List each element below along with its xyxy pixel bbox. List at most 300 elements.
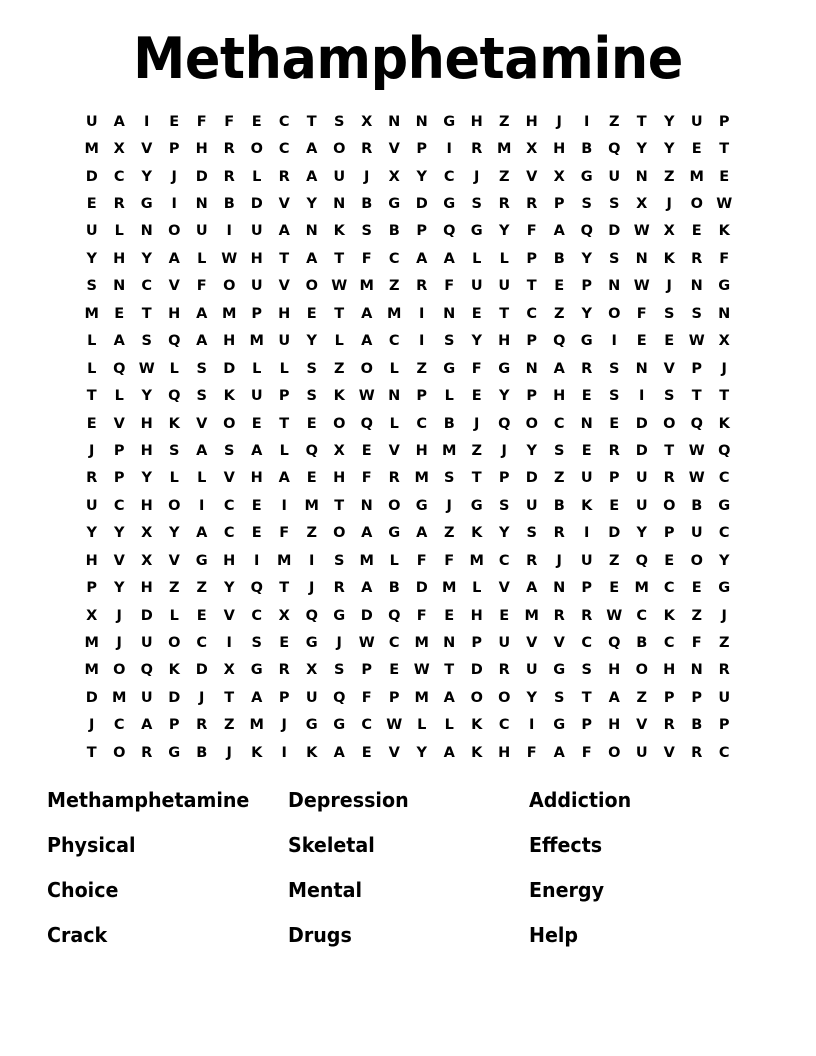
grid-letter[interactable]: O [525,415,538,432]
grid-letter[interactable]: N [388,388,401,405]
grid-letter[interactable]: V [113,415,125,432]
grid-letter[interactable]: S [581,662,592,679]
grid-letter[interactable]: I [226,635,232,652]
grid-letter[interactable]: Q [553,333,566,350]
grid-letter[interactable]: P [553,196,565,213]
grid-letter[interactable]: J [116,635,122,652]
grid-letter[interactable]: J [171,168,177,185]
grid-letter[interactable]: Y [664,113,675,130]
grid-letter[interactable]: E [581,442,592,459]
grid-letter[interactable]: V [388,442,400,459]
grid-letter[interactable]: C [113,497,125,514]
grid-letter[interactable]: T [636,113,647,130]
grid-letter[interactable]: D [250,196,263,213]
grid-letter[interactable]: U [195,223,208,240]
grid-letter[interactable]: I [309,552,315,569]
grid-letter[interactable]: G [718,497,731,514]
grid-letter[interactable]: P [526,388,538,405]
grid-letter[interactable]: O [333,415,346,432]
grid-letter[interactable]: N [635,168,648,185]
grid-letter[interactable]: D [223,360,236,377]
grid-letter[interactable]: M [249,717,264,734]
grid-letter[interactable]: M [359,552,374,569]
grid-letter[interactable]: D [195,662,208,679]
grid-letter[interactable]: I [254,552,260,569]
grid-letter[interactable]: L [87,360,97,377]
grid-letter[interactable]: J [309,580,315,597]
grid-letter[interactable]: Q [113,360,126,377]
grid-letter[interactable]: P [168,141,180,158]
grid-letter[interactable]: F [526,223,537,240]
grid-letter[interactable]: T [334,250,345,267]
grid-letter[interactable]: K [223,388,235,405]
grid-letter[interactable]: K [718,223,730,240]
grid-letter[interactable]: M [634,580,649,597]
grid-letter[interactable]: U [333,168,346,185]
grid-letter[interactable]: Y [581,305,592,322]
grid-letter[interactable]: J [336,635,342,652]
grid-letter[interactable]: E [691,580,702,597]
grid-letter[interactable]: L [389,415,399,432]
grid-letter[interactable]: C [196,635,208,652]
grid-letter[interactable]: Q [305,607,318,624]
grid-letter[interactable]: M [277,552,292,569]
word-list-item[interactable]: Skeletal [288,833,375,857]
grid-letter[interactable]: Y [141,168,152,185]
grid-letter[interactable]: T [306,113,317,130]
grid-letter[interactable]: A [196,333,208,350]
grid-letter[interactable]: R [553,525,565,542]
grid-letter[interactable]: E [636,333,647,350]
grid-letter[interactable]: U [498,278,511,295]
grid-letter[interactable]: D [415,196,428,213]
grid-letter[interactable]: C [251,607,263,624]
grid-letter[interactable]: R [581,607,593,624]
grid-letter[interactable]: R [223,168,235,185]
grid-letter[interactable]: O [498,689,511,706]
grid-letter[interactable]: R [223,141,235,158]
grid-letter[interactable]: G [443,113,456,130]
grid-letter[interactable]: L [444,388,454,405]
grid-letter[interactable]: E [609,497,620,514]
grid-letter[interactable]: L [472,580,482,597]
grid-letter[interactable]: F [196,113,207,130]
grid-letter[interactable]: L [114,388,124,405]
word-list-item[interactable]: Effects [529,833,603,857]
grid-letter[interactable]: A [251,442,263,459]
grid-letter[interactable]: T [279,250,290,267]
grid-letter[interactable]: H [278,305,291,322]
grid-letter[interactable]: S [554,442,565,459]
grid-letter[interactable]: D [608,525,621,542]
grid-letter[interactable]: J [89,442,95,459]
grid-letter[interactable]: H [140,442,153,459]
grid-letter[interactable]: E [306,470,317,487]
grid-letter[interactable]: Y [141,388,152,405]
grid-letter[interactable]: M [304,497,319,514]
grid-letter[interactable]: E [169,113,180,130]
word-list-item[interactable]: Mental [288,878,362,902]
grid-letter[interactable]: D [85,689,98,706]
grid-letter[interactable]: J [721,607,727,624]
grid-letter[interactable]: S [224,442,235,459]
grid-letter[interactable]: R [608,442,620,459]
grid-letter[interactable]: T [581,689,592,706]
grid-letter[interactable]: H [663,662,676,679]
grid-letter[interactable]: I [419,333,425,350]
grid-letter[interactable]: N [525,360,538,377]
grid-letter[interactable]: Y [114,580,125,597]
grid-letter[interactable]: U [250,388,263,405]
grid-letter[interactable]: I [281,497,287,514]
grid-letter[interactable]: W [221,250,238,267]
grid-letter[interactable]: Q [360,415,373,432]
grid-letter[interactable]: F [581,744,592,761]
grid-letter[interactable]: Z [608,113,620,130]
grid-letter[interactable]: T [471,470,482,487]
grid-letter[interactable]: S [526,525,537,542]
grid-letter[interactable]: C [223,497,235,514]
grid-letter[interactable]: Y [636,525,647,542]
grid-letter[interactable]: I [171,196,177,213]
grid-letter[interactable]: R [333,580,345,597]
grid-letter[interactable]: L [87,333,97,350]
grid-letter[interactable]: H [140,580,153,597]
grid-letter[interactable]: U [278,333,291,350]
grid-letter[interactable]: Z [471,442,482,459]
grid-letter[interactable]: E [609,415,620,432]
grid-letter[interactable]: R [416,278,428,295]
grid-letter[interactable]: A [416,525,428,542]
grid-letter[interactable]: Z [553,470,565,487]
grid-letter[interactable]: E [196,607,207,624]
grid-letter[interactable]: Y [416,168,427,185]
grid-letter[interactable]: F [361,470,372,487]
grid-letter[interactable]: U [635,744,648,761]
grid-letter[interactable]: L [169,470,179,487]
grid-letter[interactable]: V [526,168,538,185]
grid-letter[interactable]: A [251,689,263,706]
grid-letter[interactable]: R [663,717,675,734]
grid-letter[interactable]: E [581,388,592,405]
grid-letter[interactable]: Z [306,525,317,542]
grid-letter[interactable]: S [444,470,455,487]
grid-letter[interactable]: G [333,717,346,734]
grid-letter[interactable]: Y [636,141,647,158]
grid-letter[interactable]: P [113,442,125,459]
grid-letter[interactable]: E [306,415,317,432]
grid-letter[interactable]: A [443,744,455,761]
grid-letter[interactable]: C [416,415,428,432]
grid-letter[interactable]: W [688,333,705,350]
grid-letter[interactable]: O [305,278,318,295]
grid-letter[interactable]: J [474,415,480,432]
grid-letter[interactable]: A [553,360,565,377]
grid-letter[interactable]: R [498,662,510,679]
grid-letter[interactable]: X [636,196,648,213]
grid-letter[interactable]: C [443,168,455,185]
word-list-item[interactable]: Depression [288,788,409,812]
grid-letter[interactable]: Z [663,168,675,185]
grid-letter[interactable]: G [388,196,401,213]
grid-letter[interactable]: P [691,360,703,377]
grid-letter[interactable]: P [526,333,538,350]
grid-letter[interactable]: H [85,552,98,569]
word-list-item[interactable]: Crack [47,923,108,947]
grid-letter[interactable]: O [635,662,648,679]
grid-letter[interactable]: Z [196,580,207,597]
grid-letter[interactable]: M [442,580,457,597]
grid-letter[interactable]: L [472,250,482,267]
grid-letter[interactable]: H [250,470,263,487]
grid-letter[interactable]: E [691,141,702,158]
grid-letter[interactable]: P [416,388,428,405]
grid-letter[interactable]: X [86,607,98,624]
grid-letter[interactable]: U [525,662,538,679]
grid-letter[interactable]: Y [471,333,482,350]
grid-letter[interactable]: O [333,525,346,542]
grid-letter[interactable]: C [278,113,290,130]
grid-letter[interactable]: Q [168,333,181,350]
grid-letter[interactable]: Q [498,415,511,432]
grid-letter[interactable]: A [278,223,290,240]
grid-letter[interactable]: L [252,360,262,377]
grid-letter[interactable]: R [361,141,373,158]
grid-letter[interactable]: A [553,744,565,761]
grid-letter[interactable]: D [85,168,98,185]
grid-letter[interactable]: I [446,141,452,158]
grid-letter[interactable]: H [168,305,181,322]
grid-letter[interactable]: M [84,662,99,679]
word-list-item[interactable]: Drugs [288,923,352,947]
grid-letter[interactable]: F [416,552,427,569]
grid-letter[interactable]: H [608,662,621,679]
grid-letter[interactable]: W [633,223,650,240]
grid-letter[interactable]: T [719,388,730,405]
grid-letter[interactable]: U [525,497,538,514]
word-list-item[interactable]: Energy [529,878,605,902]
grid-letter[interactable]: D [360,607,373,624]
grid-letter[interactable]: V [196,415,208,432]
grid-letter[interactable]: S [334,552,345,569]
grid-letter[interactable]: T [526,278,537,295]
grid-letter[interactable]: F [719,250,730,267]
grid-letter[interactable]: U [250,223,263,240]
grid-letter[interactable]: O [360,360,373,377]
grid-letter[interactable]: A [168,250,180,267]
grid-letter[interactable]: W [606,607,623,624]
grid-letter[interactable]: U [608,168,621,185]
grid-letter[interactable]: C [663,580,675,597]
grid-letter[interactable]: W [716,196,733,213]
grid-letter[interactable]: O [663,497,676,514]
grid-letter[interactable]: Q [718,442,731,459]
grid-letter[interactable]: R [526,552,538,569]
grid-letter[interactable]: H [223,552,236,569]
word-list-item[interactable]: Physical [47,833,136,857]
grid-letter[interactable]: B [388,223,400,240]
grid-letter[interactable]: J [666,196,672,213]
grid-letter[interactable]: I [199,497,205,514]
grid-letter[interactable]: N [305,223,318,240]
grid-letter[interactable]: T [664,442,675,459]
grid-letter[interactable]: K [471,717,483,734]
grid-letter[interactable]: O [470,689,483,706]
grid-letter[interactable]: N [195,196,208,213]
grid-letter[interactable]: J [446,497,452,514]
grid-letter[interactable]: D [608,223,621,240]
grid-letter[interactable]: K [168,662,180,679]
grid-letter[interactable]: Z [718,635,730,652]
word-list-item[interactable]: Methamphetamine [47,788,250,812]
grid-letter[interactable]: J [199,689,205,706]
grid-letter[interactable]: D [140,607,153,624]
word-list-item[interactable]: Addiction [529,788,632,812]
grid-letter[interactable]: Z [691,607,702,624]
grid-letter[interactable]: E [86,196,97,213]
grid-letter[interactable]: Q [250,580,263,597]
grid-letter[interactable]: J [281,717,287,734]
grid-letter[interactable]: Z [636,689,647,706]
grid-letter[interactable]: O [223,278,236,295]
grid-letter[interactable]: V [168,278,180,295]
grid-letter[interactable]: T [86,388,97,405]
grid-letter[interactable]: Q [690,415,703,432]
grid-letter[interactable]: H [498,333,511,350]
grid-letter[interactable]: H [223,333,236,350]
grid-letter[interactable]: J [89,717,95,734]
grid-letter[interactable]: B [388,580,400,597]
grid-letter[interactable]: Q [608,635,621,652]
grid-letter[interactable]: P [388,689,400,706]
grid-letter[interactable]: L [499,250,509,267]
grid-letter[interactable]: S [471,196,482,213]
grid-letter[interactable]: P [168,717,180,734]
grid-letter[interactable]: G [553,717,566,734]
grid-letter[interactable]: Z [168,580,180,597]
grid-letter[interactable]: G [168,744,181,761]
grid-letter[interactable]: Y [141,470,152,487]
grid-letter[interactable]: A [361,305,373,322]
grid-letter[interactable]: L [417,717,427,734]
grid-letter[interactable]: S [251,635,262,652]
grid-letter[interactable]: K [168,415,180,432]
grid-letter[interactable]: M [84,305,99,322]
grid-letter[interactable]: H [113,250,126,267]
grid-letter[interactable]: B [553,250,565,267]
grid-letter[interactable]: C [636,607,648,624]
grid-letter[interactable]: J [556,113,562,130]
grid-letter[interactable]: E [306,305,317,322]
grid-letter[interactable]: G [388,525,401,542]
grid-letter[interactable]: P [718,717,730,734]
grid-letter[interactable]: V [278,278,290,295]
grid-letter[interactable]: G [140,196,153,213]
grid-letter[interactable]: E [444,607,455,624]
grid-letter[interactable]: T [334,497,345,514]
grid-letter[interactable]: G [443,360,456,377]
grid-letter[interactable]: A [608,689,620,706]
grid-letter[interactable]: A [196,305,208,322]
grid-letter[interactable]: U [690,525,703,542]
grid-letter[interactable]: K [251,744,263,761]
grid-letter[interactable]: J [501,442,507,459]
grid-letter[interactable]: H [608,717,621,734]
grid-letter[interactable]: M [387,305,402,322]
grid-letter[interactable]: Q [635,552,648,569]
grid-letter[interactable]: L [114,223,124,240]
grid-letter[interactable]: A [361,525,373,542]
grid-letter[interactable]: M [524,607,539,624]
grid-letter[interactable]: T [719,141,730,158]
grid-letter[interactable]: E [471,305,482,322]
grid-letter[interactable]: P [416,223,428,240]
grid-letter[interactable]: P [278,689,290,706]
grid-letter[interactable]: E [609,580,620,597]
grid-letter[interactable]: B [361,196,373,213]
grid-letter[interactable]: I [226,223,232,240]
grid-letter[interactable]: H [470,607,483,624]
grid-letter[interactable]: U [635,497,648,514]
grid-letter[interactable]: B [581,141,593,158]
grid-letter[interactable]: X [141,525,153,542]
grid-letter[interactable]: I [144,113,150,130]
grid-letter[interactable]: G [580,333,593,350]
grid-letter[interactable]: Y [141,250,152,267]
grid-letter[interactable]: V [388,744,400,761]
grid-letter[interactable]: W [358,388,375,405]
grid-letter[interactable]: D [635,442,648,459]
grid-letter[interactable]: U [85,113,98,130]
grid-letter[interactable]: C [113,717,125,734]
grid-letter[interactable]: P [278,388,290,405]
grid-letter[interactable]: D [415,580,428,597]
grid-letter[interactable]: O [608,305,621,322]
grid-letter[interactable]: L [334,333,344,350]
grid-letter[interactable]: G [195,552,208,569]
grid-letter[interactable]: S [609,196,620,213]
grid-letter[interactable]: A [443,250,455,267]
grid-letter[interactable]: A [306,168,318,185]
grid-letter[interactable]: C [718,525,730,542]
grid-letter[interactable]: W [688,442,705,459]
grid-letter[interactable]: N [140,223,153,240]
grid-letter[interactable]: Y [114,525,125,542]
grid-letter[interactable]: V [388,141,400,158]
grid-letter[interactable]: L [279,360,289,377]
grid-letter[interactable]: C [388,250,400,267]
grid-letter[interactable]: P [471,635,483,652]
grid-letter[interactable]: O [223,415,236,432]
grid-letter[interactable]: A [196,442,208,459]
grid-letter[interactable]: F [224,113,235,130]
grid-letter[interactable]: B [196,744,208,761]
grid-letter[interactable]: Z [388,278,400,295]
grid-letter[interactable]: O [690,196,703,213]
grid-letter[interactable]: E [719,168,730,185]
grid-letter[interactable]: R [581,360,593,377]
grid-letter[interactable]: H [470,113,483,130]
grid-letter[interactable]: T [691,388,702,405]
grid-letter[interactable]: C [113,168,125,185]
grid-letter[interactable]: V [223,607,235,624]
grid-letter[interactable]: N [443,305,456,322]
grid-letter[interactable]: C [141,278,153,295]
grid-letter[interactable]: P [498,470,510,487]
grid-letter[interactable]: H [195,141,208,158]
grid-letter[interactable]: L [252,168,262,185]
grid-letter[interactable]: V [113,552,125,569]
